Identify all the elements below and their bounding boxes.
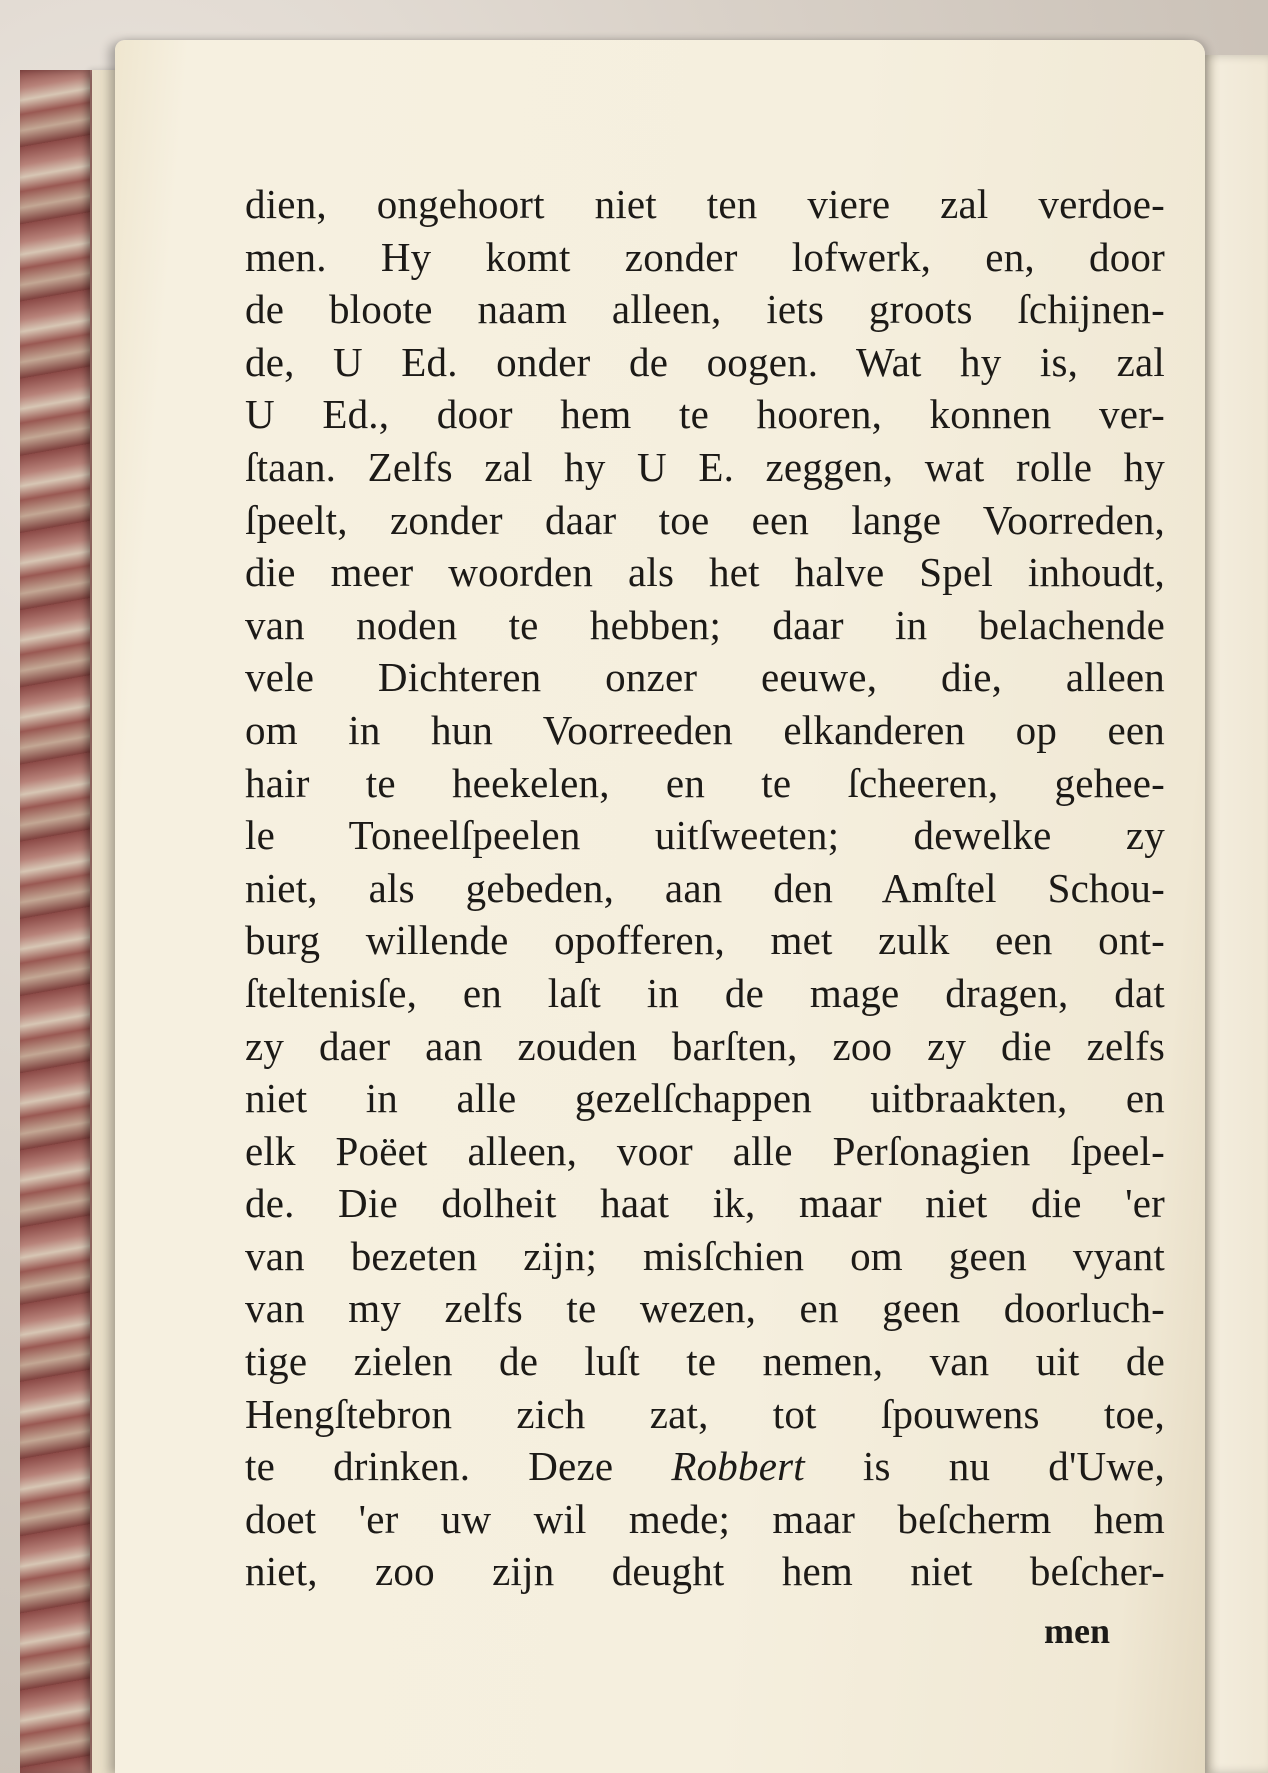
text-line: vele Dichteren onzer eeuwe, die, alleen [245, 654, 1165, 701]
text-line: van my zelfs te wezen, en geen doorluch- [245, 1285, 1165, 1332]
text-line: tige zielen de luſt te nemen, van uit de [245, 1338, 1165, 1385]
text-line: de, U Ed. onder de oogen. Wat hy is, zal [245, 338, 1165, 385]
text-line: de bloote naam alleen, iets groots ſchijnen- [245, 286, 1165, 333]
text-line: le Toneelſpeelen uitſweeten; dewelke zy [245, 812, 1165, 859]
marbled-cover-edge [20, 70, 96, 1773]
text-line: elk Poëet alleen, voor alle Perſonagien ſpeel- [245, 1127, 1165, 1174]
italic-name-robbert: Robbert [671, 1443, 805, 1490]
text-line: dien, ongehoort niet ten viere zal verdoe- [245, 181, 1165, 227]
text-line: niet, zoo zijn deught hem niet beſcher- [245, 1548, 1165, 1595]
text-line: ſtaan. Zelfs zal hy U E. zeggen, wat rolle hy [245, 443, 1165, 490]
text-line: Hengſtebron zich zat, tot ſpouwens toe, [245, 1390, 1165, 1437]
text-line: van noden te hebben; daar in belachende [245, 601, 1165, 648]
text-line: zy daer aan zouden barſten, zoo zy die zelfs [245, 1022, 1165, 1069]
body-text [245, 178, 1165, 1598]
text-line: hair te heekelen, en te ſcheeren, gehee- [245, 759, 1165, 806]
text-line: die meer woorden als het halve Spel inhoudt, [245, 549, 1165, 596]
text-line: U Ed., door hem te hooren, konnen ver- [245, 391, 1165, 438]
text-line: doet 'er uw wil mede; maar beſcherm hem [245, 1495, 1165, 1542]
book-page [115, 40, 1205, 1773]
text-line: de. Die dolheit haat ik, maar niet die 'er [245, 1180, 1165, 1227]
text-segment: is nu d'Uwe, [804, 1443, 1165, 1490]
text-line: niet, als gebeden, aan den Amſtel Schou- [245, 864, 1165, 911]
catchword: men [1044, 1611, 1110, 1651]
next-page-edge [1200, 55, 1268, 1773]
text-line-robbert [245, 1440, 1165, 1493]
text-segment: te drinken. Deze [245, 1443, 672, 1490]
text-line: van bezeten zijn; misſchien om geen vyant [245, 1232, 1165, 1279]
text-line: burg willende opofferen, met zulk een ont- [245, 917, 1165, 964]
text-line: niet in alle gezelſchappen uitbraakten, en [245, 1075, 1165, 1122]
text-line: ſteltenisſe, en laſt in de mage dragen, dat [245, 969, 1165, 1016]
text-line: men. Hy komt zonder lofwerk, en, door [245, 233, 1165, 280]
text-line: ſpeelt, zonder daar toe een lange Voorreden, [245, 496, 1165, 543]
text-line: om in hun Voorreeden elkanderen op een [245, 706, 1165, 753]
